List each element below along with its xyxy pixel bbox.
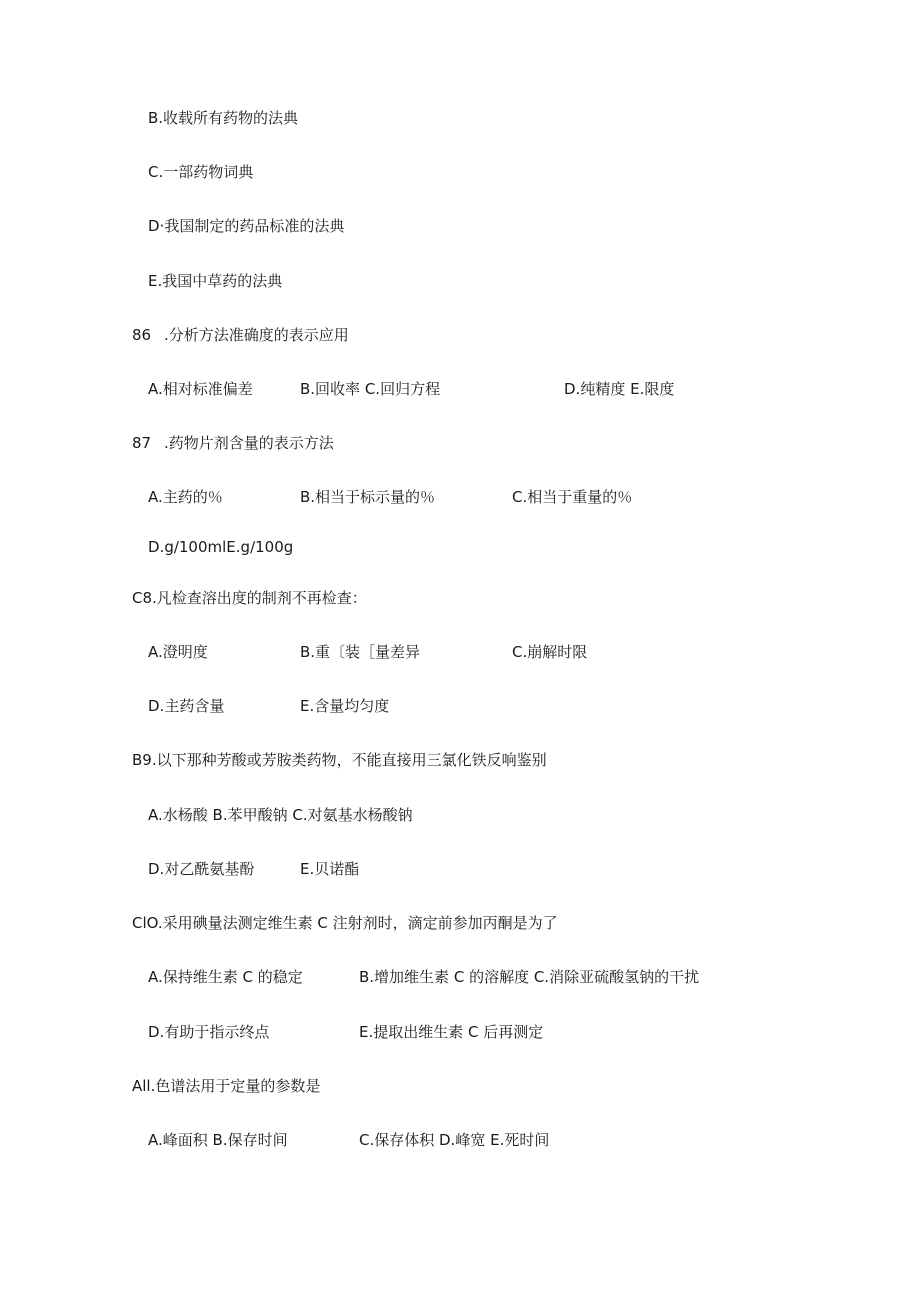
option-text: A.相对标准偏差: [148, 380, 253, 398]
option-text: B.增加维生素 C 的溶解度 C.消除亚硫酸氢钠的干扰: [359, 968, 700, 986]
option-text: C.保存体积 D.峰宽 E.死时间: [359, 1131, 550, 1149]
option-text: C.一部药物词典: [148, 163, 254, 181]
option-text: E.含量均匀度: [300, 697, 390, 715]
option-text: A.主药的％: [148, 488, 223, 506]
option-text: D.主药含量: [148, 697, 225, 715]
question-text: ClO.采用碘量法测定维生素 C 注射剂时，滴定前参加丙酮是为了: [132, 914, 558, 932]
option-text: A.澄明度: [148, 643, 208, 661]
question-text: C8.凡检查溶出度的制剂不再检查：: [132, 589, 367, 607]
question-text: .分析方法准确度的表示应用: [164, 326, 349, 344]
option-text: C.崩解时限: [512, 643, 588, 661]
option-text: D.有助于指示终点: [148, 1023, 270, 1041]
question-number: 86: [132, 326, 152, 344]
option-text: B.重〔装［量差异: [300, 643, 421, 661]
option-text: B.相当于标示量的％: [300, 488, 436, 506]
option-text: A.保持维生素 C 的稳定: [148, 968, 303, 986]
question-text: B9.以下那种芳酸或芳胺类药物，不能直接用三氯化铁反响鉴别: [132, 751, 547, 769]
option-text: B.收载所有药物的法典: [148, 109, 299, 127]
option-text: D·我国制定的药品标准的法典: [148, 217, 345, 235]
option-text: C.相当于重量的％: [512, 488, 633, 506]
option-text: D.纯精度 E.限度: [564, 380, 675, 398]
option-text: A.峰面积 B.保存时间: [148, 1131, 288, 1149]
option-text: D.对乙酰氨基酚: [148, 860, 255, 878]
question-text: All.色谱法用于定量的参数是: [132, 1077, 321, 1095]
option-text: E.贝诺酯: [300, 860, 360, 878]
question-text: .药物片剂含量的表示方法: [164, 434, 334, 452]
option-text: B.回收率 C.回归方程: [300, 380, 441, 398]
option-text: A.水杨酸 B.苯甲酸钠 C.对氨基水杨酸钠: [148, 806, 413, 824]
option-text: E.提取出维生素 C 后再测定: [359, 1023, 544, 1041]
question-number: 87: [132, 434, 152, 452]
option-text: D.g∕100mlE.g∕100g: [148, 538, 294, 556]
option-text: E.我国中草药的法典: [148, 272, 283, 290]
